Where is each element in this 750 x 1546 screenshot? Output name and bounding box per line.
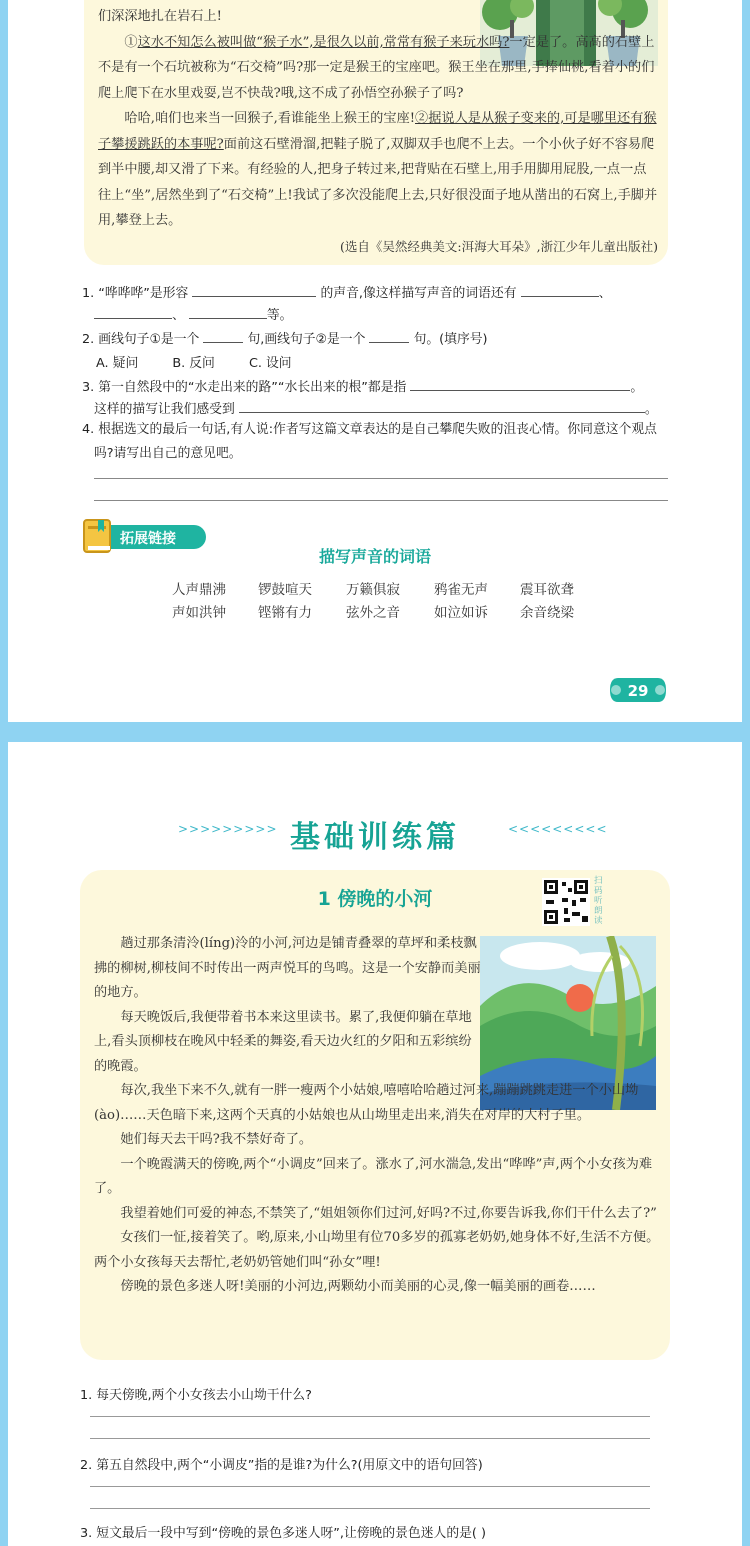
question-4 [82,418,657,437]
passage-text-segment: 一定是了。高高的石壁上不是有一个石坑被称为“石交椅”吗?那一定是猴王的宝座吧。猴王坐在那里,手捧仙桃,看着小的们爬上爬下在水里戏耍,岂不快哉?哦,这不成了孙悟空孙猴子了吗? [98,34,655,101]
answer-blank[interactable] [521,285,599,297]
vocab-word: 鸦雀无声 [434,582,488,598]
answer-blank[interactable] [94,307,172,319]
story-paragraph: 傍晚的景色多迷人呀!美丽的小河边,两颗幼小而美丽的心灵,像一幅美丽的画卷…… [120,1279,596,1294]
question-text: 2. 画线句子①是一个 [82,332,200,347]
answer-line[interactable] [94,500,668,501]
sentence-marker: ① [124,34,138,50]
answer-blank[interactable] [369,331,409,343]
question-text: 。 [630,380,644,395]
question-text: 的声音,像这样描写声音的词语还有 [320,286,517,301]
vocab-word: 锣鼓喧天 [258,582,312,598]
question-text: 句。(填序号) [413,332,488,347]
question-text: 、 [598,286,612,301]
answer-line[interactable] [90,1438,650,1439]
passage-text-segment: 哈哈,咱们也来当一回猴子,看谁能坐上猴王的宝座! [124,111,416,126]
page-number: 29 [627,682,649,700]
question-text: 句,画线句子②是一个 [247,332,366,347]
answer-blank[interactable] [410,379,630,391]
story-paragraph: 女孩们一怔,接着笑了。哟,原来,小山坳里有位70多岁的孤寡老奶奶,她身体不好,生活不方便。两个小女孩每天去帮忙,老奶奶管她们叫“孙女”哩! [94,1230,660,1270]
question-3 [82,376,643,395]
qr-caption: 扫码听朗读 [594,876,603,926]
answer-blank[interactable] [239,401,645,413]
passage-text [98,4,658,259]
story-paragraph: 一个晚霞满天的傍晚,两个“小调皮”回来了。涨水了,河水湍急,发出“哗哗”声,两个小女孩为难了。 [94,1156,653,1196]
page-number-badge [608,676,668,704]
vocabulary-title: 描写声音的词语 [318,547,431,566]
vocab-word: 余音绕梁 [520,605,574,621]
question-text: 4. 根据选文的最后一句话,有人说:作者写这篇文章表达的是自己攀爬失败的沮丧心情。你同意这个观点 [82,422,657,437]
story-paragraph: 她们每天去干吗?我不禁好奇了。 [120,1132,313,1147]
option-c: C. 设问 [248,356,292,371]
exercise-question-1: 1. 每天傍晚,两个小女孩去小山坳干什么? [80,1388,312,1403]
story-paragraph: 我望着她们可爱的神态,不禁笑了,“姐姐领你们过河,好吗?不过,你要告诉我,你们干什么去了?” [120,1205,657,1221]
question-text: 3. 第一自然段中的“水走出来的路”“水长出来的根”都是指 [82,380,407,395]
question-text: 这样的描写让我们感受到 [94,402,235,417]
question-text: 等。 [266,308,293,323]
answer-line[interactable] [94,478,668,479]
passage-source: (选自《吴然经典美文:洱海大耳朵》,浙江少年儿童出版社) [340,238,658,254]
question-4-cont [94,442,242,461]
passage-text-segment: 面前这石壁滑溜,把鞋子脱了,双脚双手也爬不上去。一个小伙子好不容易爬到半中腰,却又滑了下来。有经验的人,把身子转过来,把背贴在石壁上,用手用脚用屁股,一点一点往上“坐”,居然坐到了“石交椅”上!我试了多次没能爬上去,只好很没面子地从凿出的石窝上,手脚并用,攀登上去。 [98,136,658,228]
passage-line: 们深深地扎在岩石上! [98,9,222,24]
vocab-word: 震耳欲聋 [520,582,574,598]
chevrons-right: <<<<<<<<< [508,822,608,836]
vocab-word: 万籁俱寂 [346,582,400,598]
chevrons-left: >>>>>>>>> [178,822,278,836]
extension-tag-label: 拓展链接 [120,531,176,547]
answer-blank[interactable] [192,285,316,297]
vocab-word: 人声鼎沸 [172,582,226,598]
underlined-sentence-1: 这水不知怎么被叫做“猴子水”,是很久以前,常常有猴子来玩水吗? [137,34,510,50]
story-title: 1 傍晚的小河 [317,888,433,910]
question-text: 。 [644,402,658,417]
story-paragraph: 每次,我坐下来不久,就有一胖一瘦两个小姑娘,嘻嘻哈哈趟过河来,蹦蹦跳跳走进一个小山坳(ào)……天色暗下来,这两个天真的小姑娘也从山坳里走出来,消失在对岸的大村子里。 [94,1083,639,1123]
question-text: 1. “哗哗哗”是形容 [82,286,189,301]
vocab-word: 弦外之音 [346,605,400,621]
vocab-word: 声如洪钟 [172,605,226,621]
qr-code-icon[interactable] [542,878,590,926]
story-paragraph: 趟过那条清泠(líng)泠的小河,河边是铺青叠翠的草坪和柔枝飘拂的柳树,柳枝间不时传出一两声悦耳的鸟鸣。这是一个安静而美丽的地方。 [94,936,481,1000]
answer-blank[interactable] [203,331,243,343]
question-text: 、 [172,308,185,323]
vocab-word: 铿锵有力 [258,605,312,621]
question-1 [82,282,611,301]
exercise-question-2: 2. 第五自然段中,两个“小调皮”指的是谁?为什么?(用原文中的语句回答) [80,1458,483,1473]
passage-paragraph [98,30,658,107]
story-paragraph: 每天晚饭后,我便带着书本来这里读书。累了,我便仰躺在草地上,看头顶柳枝在晚风中轻柔的舞姿,看天边火红的夕阳和五彩缤纷的晚霞。 [94,1009,472,1074]
option-a: A. 疑问 [96,356,139,371]
question-text: 吗?请写出自己的意见吧。 [94,446,242,461]
question-1-cont [94,304,292,323]
story-text [94,932,660,1300]
question-3-cont [94,398,658,417]
exercise-question-3: 3. 短文最后一段中写到“傍晚的景色多迷人呀”,让傍晚的景色迷人的是( ) [80,1526,486,1541]
passage-paragraph [98,106,658,234]
underlined-sentence-2: ②据说人是从猴子变来的,可是哪里还有猴子攀援跳跃的本事呢? [98,111,657,152]
question-2-options [96,352,322,371]
answer-line[interactable] [90,1416,650,1417]
vocab-word: 如泣如诉 [434,605,488,621]
option-b: B. 反问 [172,356,215,371]
answer-line[interactable] [90,1486,650,1487]
answer-line[interactable] [90,1508,650,1509]
answer-blank[interactable] [189,307,267,319]
question-2 [82,328,488,347]
section-title: 基础训练篇 [290,820,460,855]
